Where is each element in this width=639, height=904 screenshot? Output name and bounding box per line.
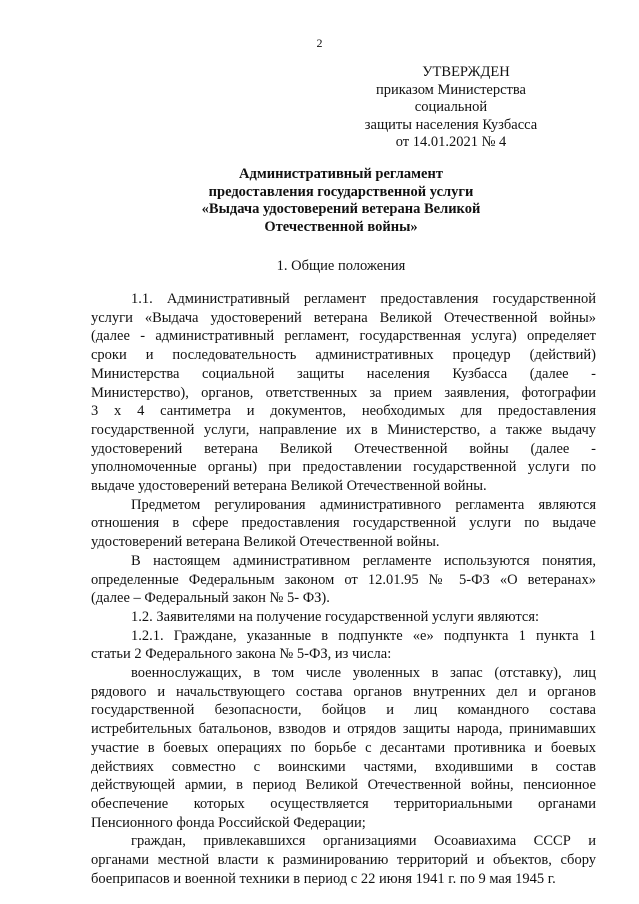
title-line: Административный регламент	[239, 166, 443, 182]
paragraph-line: 1.2. Заявителями на получение государственной услуги являются:	[131, 608, 540, 625]
approval-line: от 14.01.2021 № 4	[395, 134, 507, 150]
section-heading: 1. Общие положения	[276, 258, 406, 274]
approval-line: защиты населения Кузбасса	[364, 116, 538, 133]
paragraph-line: действующей армии, в период Великой Отечественной войны, пенсионное	[91, 777, 596, 794]
paragraph-line: Пенсионного фонда Российской Федерации;	[91, 814, 366, 831]
paragraph-line: удостоверений ветерана Великой Отечественной войны (далее -	[91, 440, 596, 457]
approval-line: УТВЕРЖДЕН	[422, 64, 510, 80]
title-line: Отечественной войны»	[264, 218, 418, 235]
paragraph-line: действиях совместно с воинскими частями, входившими в состав	[91, 758, 596, 775]
title-line: «Выдача удостоверений ветерана Великой	[201, 201, 481, 217]
paragraph-line: (далее – Федеральный закон № 5- ФЗ).	[91, 590, 330, 607]
paragraph-line: Предметом регулирования административного регламента являются	[131, 496, 596, 513]
paragraph-line: статьи 2 Федерального закона № 5-ФЗ, из числа:	[91, 646, 392, 663]
paragraph-line: рядового и начальствующего состава органов внутренних дел и органов	[91, 683, 596, 700]
document-title	[91, 166, 591, 236]
paragraph-line: удостоверений ветерана Великой Отечественной войны.	[91, 534, 440, 551]
paragraph-line: Министерства социальной защиты населения Кузбасса (далее -	[91, 365, 596, 382]
paragraph-line: боеприпасов и военной техники в период с 22 июня 1941 г. по 9 мая 1945 г.	[91, 870, 556, 887]
paragraph-line: военнослужащих, в том числе уволенных в запас (отставку), лиц	[131, 665, 596, 682]
paragraph-line: 3 х 4 сантиметра и документов, необходимых для предоставления	[91, 403, 596, 420]
title-line: предоставления государственной услуги	[208, 183, 474, 200]
paragraph-line: (далее - административный регламент, государственная услуга) определяет	[91, 328, 596, 345]
paragraph-line: отношения в сфере предоставления государственной услуги по выдаче	[91, 515, 596, 532]
paragraph-line: участие в боевых операциях по борьбе с десантами противника и боевых	[91, 739, 596, 756]
paragraph-line: обеспечение которых осуществляется территориальными органами	[91, 795, 596, 812]
paragraph-line: уполномоченные органы) при предоставлении государственной услуги по	[91, 459, 596, 476]
page-number: 2	[316, 36, 323, 50]
paragraph-line: Министерство), органов, ответственных за прием заявления, фотографии	[91, 384, 596, 401]
approval-block	[346, 64, 556, 152]
paragraph-line: выдаче удостоверений ветерана Великой Отечественной войны.	[91, 478, 487, 495]
paragraph-line: В настоящем административном регламенте используются понятия,	[131, 552, 596, 569]
paragraph-line: 1.1. Административный регламент предоставления государственной	[131, 291, 596, 307]
paragraph-line: определенные Федеральным законом от 12.01.95 № 5-ФЗ «О ветеранах»	[91, 571, 596, 588]
paragraph-line: услуги «Выдача удостоверений ветерана Великой Отечественной войны»	[91, 309, 596, 326]
paragraph-line: граждан, привлекавшихся организациями Осоавиахима СССР и	[131, 833, 596, 850]
paragraph-line: государственной услуги, направление их в Министерство, а также выдачу	[91, 421, 596, 438]
paragraph-line: сроки и последовательность административных процедур (действий)	[91, 347, 596, 364]
approval-line: приказом Министерства социальной	[376, 81, 526, 115]
body-text	[91, 290, 596, 889]
paragraph-line: органами местной власти к разминированию территорий и объектов, сбору	[91, 852, 596, 869]
paragraph-line: государственной безопасности, бойцов и лиц командного состава	[91, 702, 596, 719]
paragraph-line: истребительных батальонов, взводов и отрядов защиты народа, принимавших	[91, 721, 596, 738]
paragraph-line: 1.2.1. Граждане, указанные в подпункте «е» подпункта 1 пункта 1	[131, 627, 596, 644]
